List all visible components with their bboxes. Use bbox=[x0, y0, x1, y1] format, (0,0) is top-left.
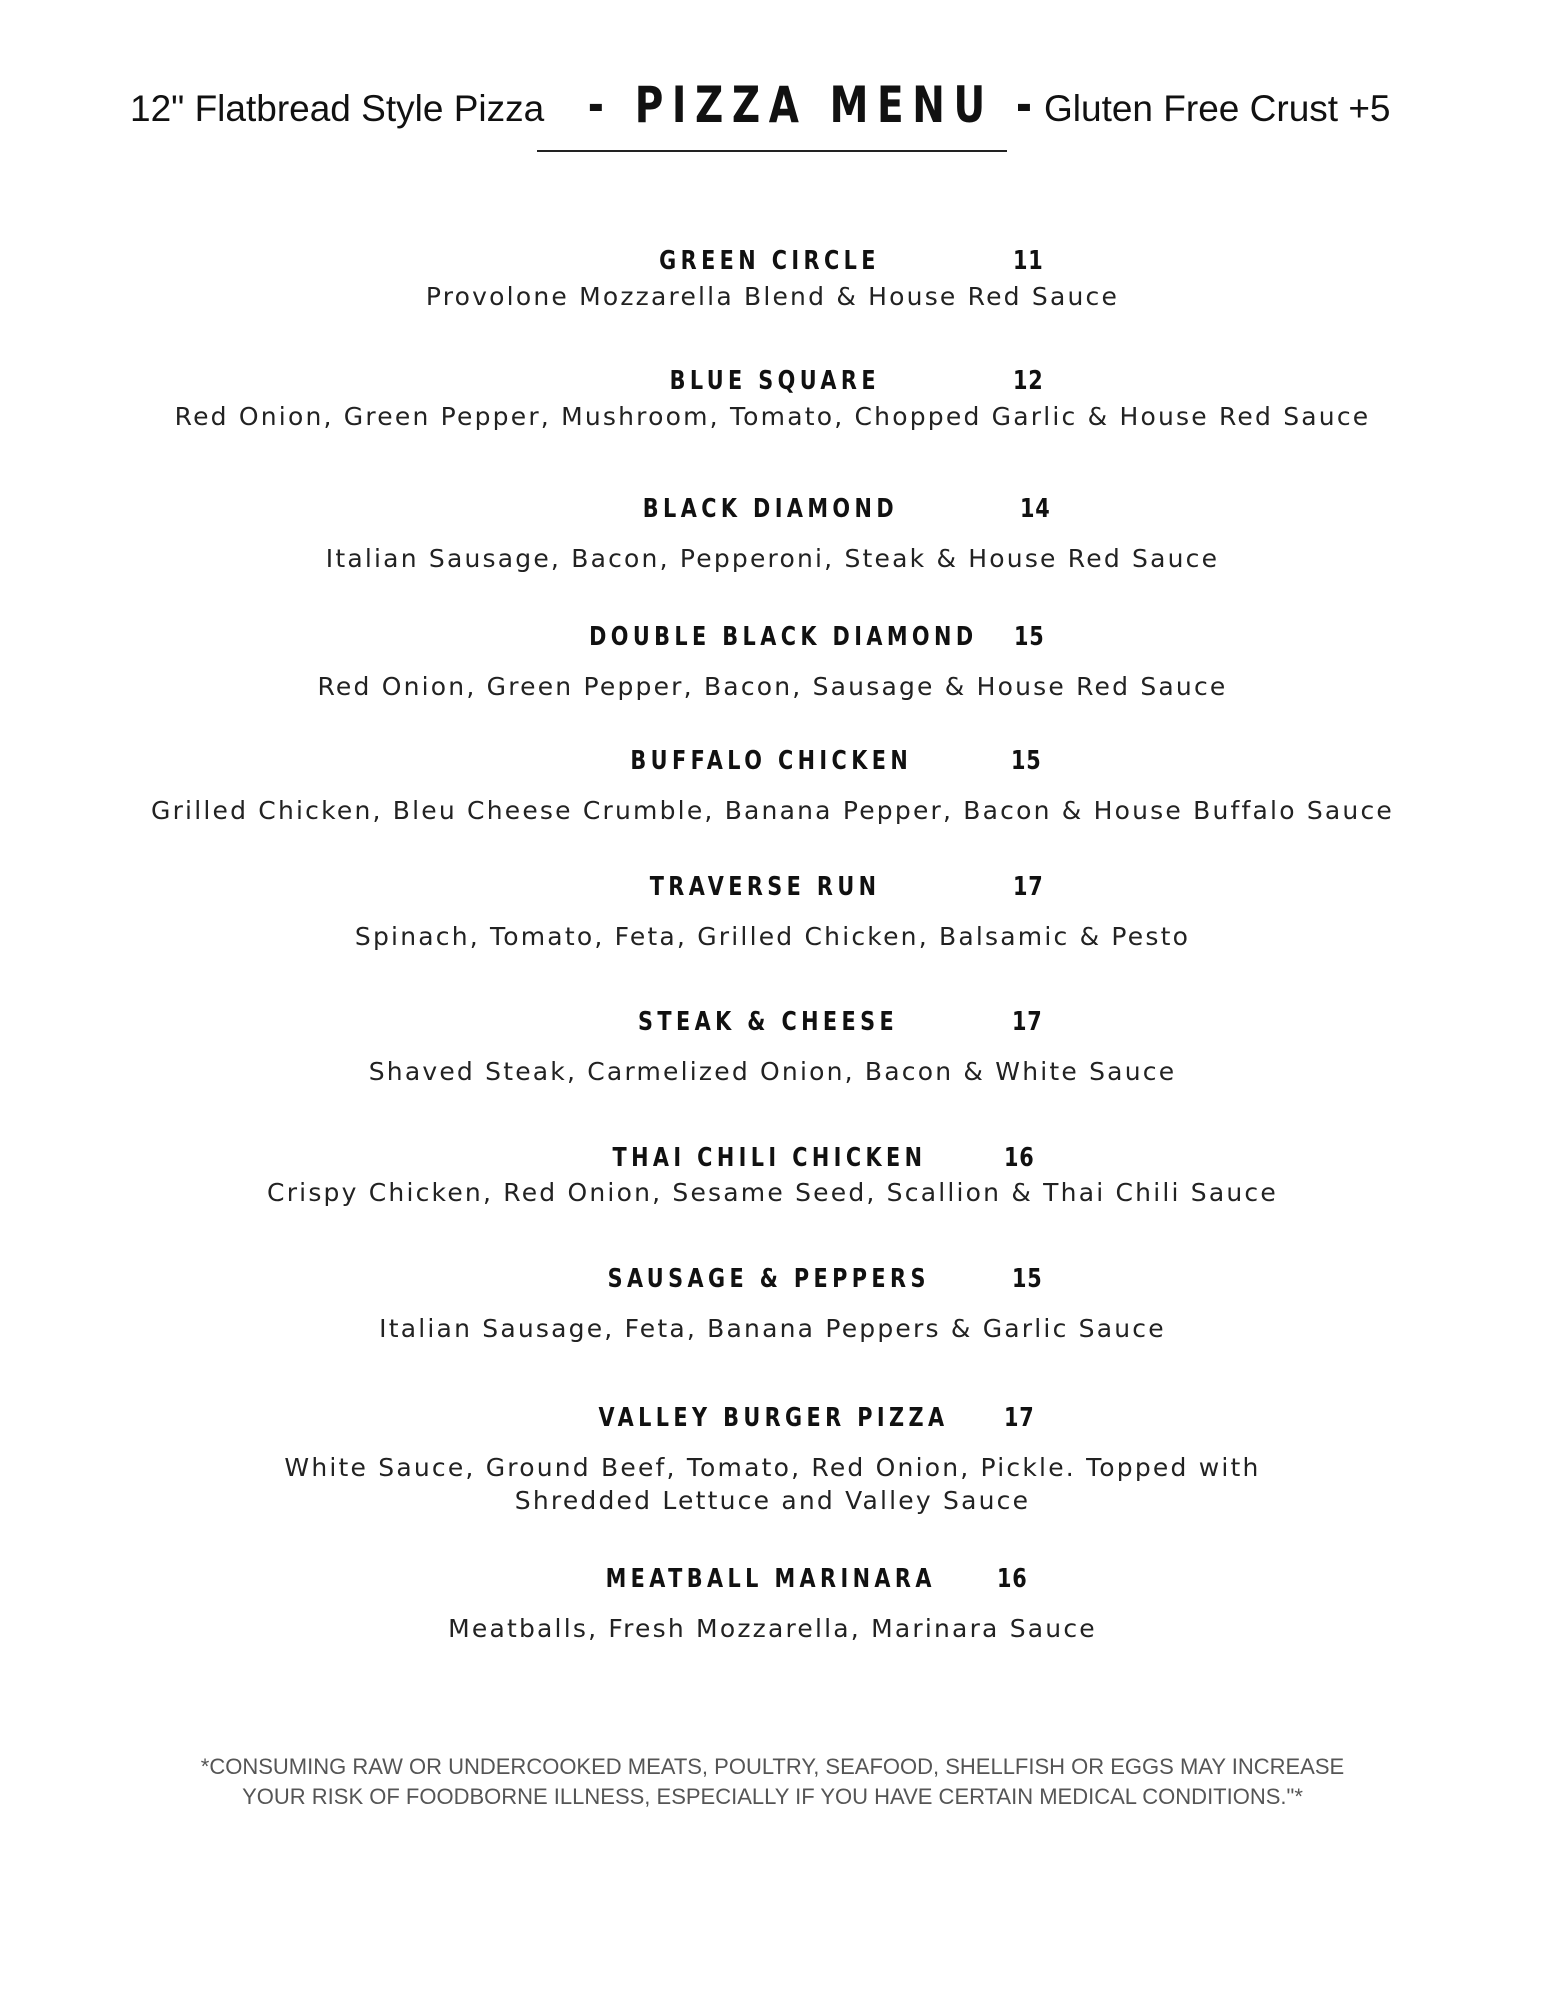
menu-item-price: 17 bbox=[1013, 872, 1044, 902]
menu-item-name: BLACK DIAMOND bbox=[642, 494, 898, 524]
menu-item-price: 15 bbox=[1012, 1264, 1043, 1294]
menu-item-name-wrap bbox=[0, 366, 880, 396]
menu-item-price: 12 bbox=[1013, 366, 1044, 396]
menu-item-name-wrap bbox=[0, 872, 880, 902]
menu-item-description: Red Onion, Green Pepper, Mushroom, Tomato, Chopped Garlic & House Red Sauce bbox=[174, 402, 1371, 431]
menu-item-description: Crispy Chicken, Red Onion, Sesame Seed, Scallion & Thai Chili Sauce bbox=[267, 1178, 1278, 1207]
menu-item-name-wrap bbox=[0, 1007, 898, 1037]
menu-item-description: Shaved Steak, Carmelized Onion, Bacon & White Sauce bbox=[368, 1057, 1177, 1086]
menu-item-name-wrap bbox=[0, 1564, 936, 1594]
menu-item-price: 15 bbox=[1011, 746, 1042, 776]
menu-item-price: 17 bbox=[1004, 1403, 1035, 1433]
menu-item-price: 11 bbox=[1013, 246, 1044, 276]
page-title: - PIZZA MENU - bbox=[587, 76, 1041, 134]
menu-item-description: Provolone Mozzarella Blend & House Red Sauce bbox=[425, 282, 1120, 311]
disclaimer-line: *CONSUMING RAW OR UNDERCOOKED MEATS, POULTRY, SEAFOOD, SHELLFISH OR EGGS MAY INCREASE bbox=[200, 1754, 1345, 1779]
menu-item-description: Italian Sausage, Bacon, Pepperoni, Steak & House Red Sauce bbox=[325, 544, 1220, 573]
menu-item-name: BUFFALO CHICKEN bbox=[630, 746, 912, 776]
menu-item-name: VALLEY BURGER PIZZA bbox=[598, 1403, 948, 1433]
menu-item-description: Shredded Lettuce and Valley Sauce bbox=[514, 1486, 1031, 1515]
menu-item-name: MEATBALL MARINARA bbox=[605, 1564, 936, 1594]
menu-item-price: 17 bbox=[1012, 1007, 1043, 1037]
menu-item-name-wrap bbox=[0, 1403, 948, 1433]
menu-item-name: SAUSAGE & PEPPERS bbox=[607, 1264, 930, 1294]
menu-item-name-wrap bbox=[0, 1143, 926, 1173]
menu-item-description: Italian Sausage, Feta, Banana Peppers & Garlic Sauce bbox=[379, 1314, 1166, 1343]
menu-item-name: DOUBLE BLACK DIAMOND bbox=[588, 622, 977, 652]
menu-item-name-wrap bbox=[0, 622, 977, 652]
menu-item-name: GREEN CIRCLE bbox=[659, 246, 880, 276]
menu-item-description: Meatballs, Fresh Mozzarella, Marinara Sauce bbox=[448, 1614, 1097, 1643]
menu-item-description: Grilled Chicken, Bleu Cheese Crumble, Banana Pepper, Bacon & House Buffalo Sauce bbox=[151, 796, 1394, 825]
menu-item-name-wrap bbox=[0, 246, 880, 276]
menu-item-price: 15 bbox=[1014, 622, 1045, 652]
menu-item-description: Spinach, Tomato, Feta, Grilled Chicken, Balsamic & Pesto bbox=[354, 922, 1191, 951]
menu-item-name: BLUE SQUARE bbox=[669, 366, 880, 396]
menu-item-price: 16 bbox=[1004, 1143, 1035, 1173]
crust-style-note: 12" Flatbread Style Pizza bbox=[130, 88, 545, 129]
menu-item-price: 14 bbox=[1020, 494, 1051, 524]
food-safety-disclaimer bbox=[0, 1752, 1545, 1812]
menu-item-name: THAI CHILI CHICKEN bbox=[612, 1143, 926, 1173]
menu-item-description: Red Onion, Green Pepper, Bacon, Sausage & House Red Sauce bbox=[317, 672, 1228, 701]
menu-item-price: 16 bbox=[997, 1564, 1028, 1594]
gluten-free-note: Gluten Free Crust +5 bbox=[1044, 88, 1391, 129]
disclaimer-line: YOUR RISK OF FOODBORNE ILLNESS, ESPECIALLY IF YOU HAVE CERTAIN MEDICAL CONDITIONS."* bbox=[242, 1784, 1303, 1809]
menu-item-name: STEAK & CHEESE bbox=[637, 1007, 898, 1037]
title-underline bbox=[537, 150, 1007, 152]
menu-item-name-wrap bbox=[0, 494, 898, 524]
menu-item-description: White Sauce, Ground Beef, Tomato, Red Onion, Pickle. Topped with bbox=[284, 1453, 1261, 1482]
menu-item-name: TRAVERSE RUN bbox=[649, 872, 880, 902]
menu-item-name-wrap bbox=[0, 746, 912, 776]
menu-item-name-wrap bbox=[0, 1264, 930, 1294]
